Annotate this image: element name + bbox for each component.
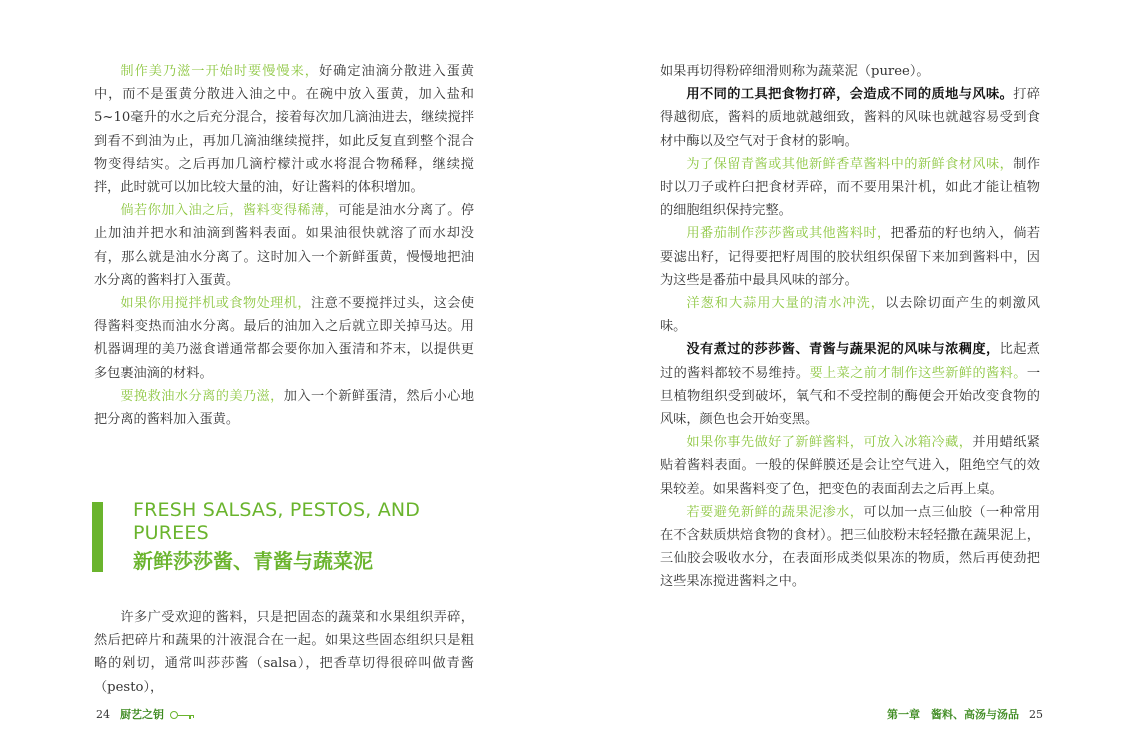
left-body-text	[94, 60, 474, 431]
bold-lead: 用不同的工具把食物打碎，会造成不同的质地与风味。	[686, 87, 1014, 103]
paragraph-text: 以去除切面产生的刺激风味。	[660, 296, 1040, 335]
paragraph	[660, 60, 1040, 83]
highlighted-lead: 如果你事先做好了新鲜酱料，可放入冰箱冷藏，	[686, 435, 973, 451]
paragraph	[94, 606, 474, 699]
paragraph-text: 制作时以刀子或杵臼把食材弄碎，而不要用果汁机，如此才能让植物的细胞组织保持完整。	[660, 156, 1041, 219]
page-footer-right	[887, 707, 1043, 723]
paragraph-text: 打碎得越彻底，酱料的质地就越细致，酱料的风味也就越容易受到食材中酶以及空气对于食材的影响。	[660, 87, 1041, 149]
paragraph	[660, 431, 1040, 501]
paragraph	[660, 501, 1040, 594]
section-intro	[94, 606, 474, 699]
paragraph	[660, 338, 1040, 431]
chapter-title: 第一章 酱料、高汤与汤品	[887, 708, 1019, 721]
section-accent-bar	[92, 502, 103, 572]
paragraph	[94, 60, 474, 199]
highlighted-lead: 如果你用搅拌机或食物处理机，	[120, 296, 312, 312]
page-number: 24	[96, 708, 110, 721]
paragraph	[94, 385, 474, 431]
paragraph-text: 许多广受欢迎的酱料，只是把固态的蔬菜和水果组织弄碎，然后把碎片和蔬果的汁液混合在一起。如果这些固态组织只是粗略的剁切，通常叫莎莎酱（salsa），把香草切得很碎叫做青酱（pesto），	[94, 610, 474, 695]
highlighted-lead: 用番茄制作莎莎酱或其他酱料时，	[686, 226, 891, 242]
highlighted-lead: 洋葱和大蒜用大量的清水冲洗，	[686, 296, 885, 312]
key-icon	[170, 710, 196, 720]
page-number: 25	[1029, 708, 1043, 721]
paragraph-text: 加入一个新鲜蛋清，然后小心地把分离的酱料加入蛋黄。	[94, 388, 475, 428]
paragraph-text: 把番茄的籽也纳入，倘若要滤出籽，记得要把籽周围的胶状组织保留下来加到酱料中，因为这些是番茄中最具风味的部分。	[660, 226, 1041, 288]
right-body-text	[660, 60, 1040, 594]
highlighted-inline: 要上菜之前才制作这些新鲜的酱料。	[809, 365, 1027, 381]
paragraph	[660, 153, 1040, 223]
highlighted-lead: 制作美乃滋一开始时要慢慢来，	[120, 64, 319, 79]
paragraph-text: 好确定油滴分散进入蛋黄中，而不是蛋黄分散进入油之中。在碗中放入蛋黄，加入盐和5~10毫升的水之后充分混合，接着每次加几滴油进去，继续搅拌到看不到油为止，再加几滴油继续搅拌，如此反复直到整个混合物变得结实。之后再加几滴柠檬汁或水将混合物稀释，继续搅拌，此时就可以加比较大量的油，好让酱料的体积增加。	[94, 64, 474, 196]
section-title-cn: 新鲜莎莎酱、青酱与蔬菜泥	[133, 549, 373, 573]
section-title-en: FRESH SALSAS, PESTOS, AND PUREES	[133, 499, 421, 544]
paragraph-text: 注意不要搅拌过头，这会使得酱料变热而油水分离。最后的油加入之后就立即关掉马达。用机器调理的美乃滋食谱通常都会要你加入蛋清和芥末，以提供更多包裹油滴的材料。	[94, 296, 475, 381]
left-page	[0, 0, 566, 750]
paragraph	[94, 199, 474, 292]
book-title: 厨艺之钥	[120, 708, 164, 721]
highlighted-lead: 倘若你加入油之后，酱料变得稀薄，	[120, 203, 339, 219]
paragraph	[660, 222, 1040, 292]
paragraph-text: 如果再切得粉碎细滑则称为蔬菜泥（puree）。	[660, 64, 930, 79]
paragraph	[94, 292, 474, 385]
highlighted-lead: 若要避免新鲜的蔬果泥渗水，	[686, 504, 864, 520]
highlighted-lead: 为了保留青酱或其他新鲜香草酱料中的新鲜食材风味，	[686, 156, 1014, 172]
paragraph-text: 可以加一点三仙胶（一种常用在不含麸质烘焙食物的食材）。把三仙胶粉末轻轻撒在蔬果泥上，三仙胶会吸收水分，在表面形成类似果冻的物质，然后再使劲把这些果冻搅进酱料之中。	[660, 504, 1041, 590]
paragraph-text: 可能是油水分离了。停止加油并把水和油滴到酱料表面。如果油很快就溶了而水却没有，那么就是油水分离了。这时加入一个新鲜蛋黄，慢慢地把油水分离的酱料打入蛋黄。	[94, 203, 475, 288]
highlighted-lead: 要挽救油水分离的美乃滋，	[120, 388, 284, 404]
paragraph-text: 一旦植物组织受到破坏，氧气和不受控制的酶便会开始改变食物的风味，颜色也会开始变黑。	[660, 365, 1041, 428]
paragraph-text: 并用蜡纸紧贴着酱料表面。一般的保鲜膜还是会让空气进入，阻绝空气的效果较差。如果酱料变了色，把变色的表面刮去之后再上桌。	[660, 435, 1040, 497]
bold-lead: 没有煮过的莎莎酱、青酱与蔬果泥的风味与浓稠度，	[686, 342, 1000, 358]
paragraph	[660, 83, 1040, 153]
paragraph	[660, 292, 1040, 338]
page-footer-left	[96, 707, 196, 723]
right-page	[566, 0, 1133, 750]
paragraph-text: 比起煮过的酱料都较不易维持。	[660, 342, 1040, 381]
